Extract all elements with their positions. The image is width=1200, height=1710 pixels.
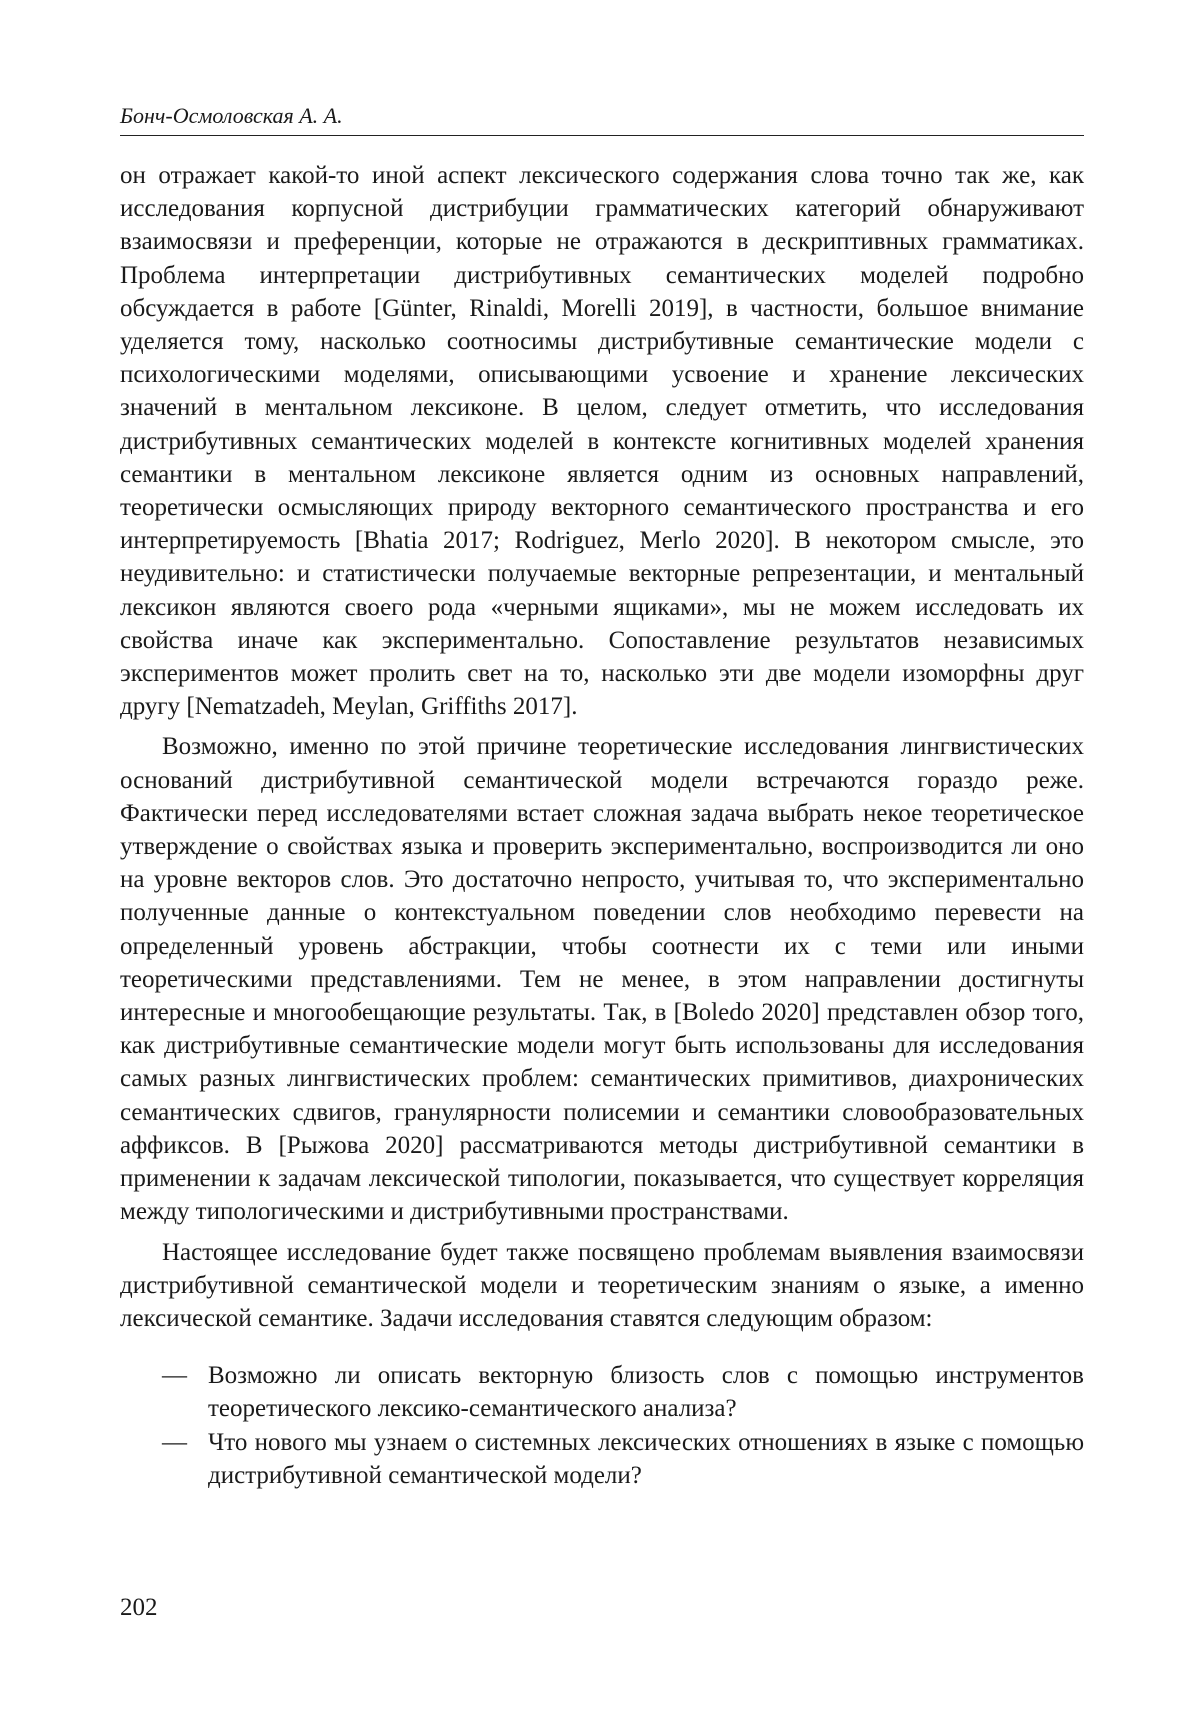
list-item-text: Что нового мы узнаем о системных лексических отношениях в языке с помощью дистрибутивной семантической модели? [208,1428,1084,1489]
header-rule [120,135,1084,136]
list-item [120,1359,1084,1425]
running-head-author: Бонч-Осмоловская А. А. [120,103,343,128]
page [120,0,1084,1710]
body-text [120,159,1084,1492]
paragraph-3: Настоящее исследование будет также посвящено проблемам выявления взаимосвязи дистрибутивной семантической модели и теоретическим знаниям о языке, а именно лексической семантике. Задачи исследования ставятся следующим образом: [120,1238,1084,1332]
dash-bullet: — [162,1362,187,1390]
research-questions-list [120,1359,1084,1492]
dash-bullet: — [162,1428,187,1456]
page-number: 202 [120,1594,158,1621]
list-item [120,1426,1084,1492]
list-item-text: Возможно ли описать векторную близость слов с помощью инструментов теоретического лексико-семантического анализа? [208,1362,1084,1423]
paragraph-2: Возможно, именно по этой причине теоретические исследования лингвистических оснований дистрибутивной семантической модели встречаются гораздо реже. Фактически перед исследователями встает сложная задача выбрать некое теоретическое утверждение о свойствах языка и проверить экспериментально, воспроизводится ли оно на уровне векторов слов. Это достаточно непросто, учитывая то, что экспериментально полученные данные о контекстуальном поведении слов необходимо перевести на определенный уровень абстракции, чтобы соотнести их с теми или иными теоретическими представлениями. Тем не менее, в этом направлении достигнуты интересные и многообещающие результаты. Так, в [Boledo 2020] представлен обзор того, как дистрибутивные семантические модели могут быть использованы для исследования самых разных лингвистических проблем: семантических примитивов, диахронических семантических сдвигов, гранулярности полисемии и семантики словообразовательных аффиксов. В [Рыжова 2020] рассматриваются методы дистрибутивной семантики в применении к задачам лексической типологии, показывается, что существует корреляция между типологическими и дистрибутивными пространствами. [120,733,1084,1226]
paragraph-1: он отражает какой-то иной аспект лексического содержания слова точно так же, как исследования корпусной дистрибуции грамматических категорий обнаруживают взаимосвязи и преференции, которые не отражаются в дескриптивных грамматиках. Проблема интерпретации дистрибутивных семантических моделей подробно обсуждается в работе [Günter, Rinaldi, Morelli 2019], в частности, большое внимание уделяется тому, насколько соотносимы дистрибутивные семантические модели с психологическими моделями, описывающими усвоение и хранение лексических значений в ментальном лексиконе. В целом, следует отметить, что исследования дистрибутивных семантических моделей в контексте когнитивных моделей хранения семантики в ментальном лексиконе является одним из основных направлений, теоретически осмысляющих природу векторного семантического пространства и его интерпретируемость [Bhatia 2017; Rodriguez, Merlo 2020]. В некотором смысле, это неудивительно: и статистически получаемые векторные репрезентации, и ментальный лексикон являются своего рода «черными ящиками», мы не можем исследовать их свойства иначе как экспериментально. Сопоставление результатов независимых экспериментов может пролить свет на то, насколько эти две модели изоморфны друг другу [Nematzadeh, Meylan, Griffiths 2017]. [120,162,1084,721]
